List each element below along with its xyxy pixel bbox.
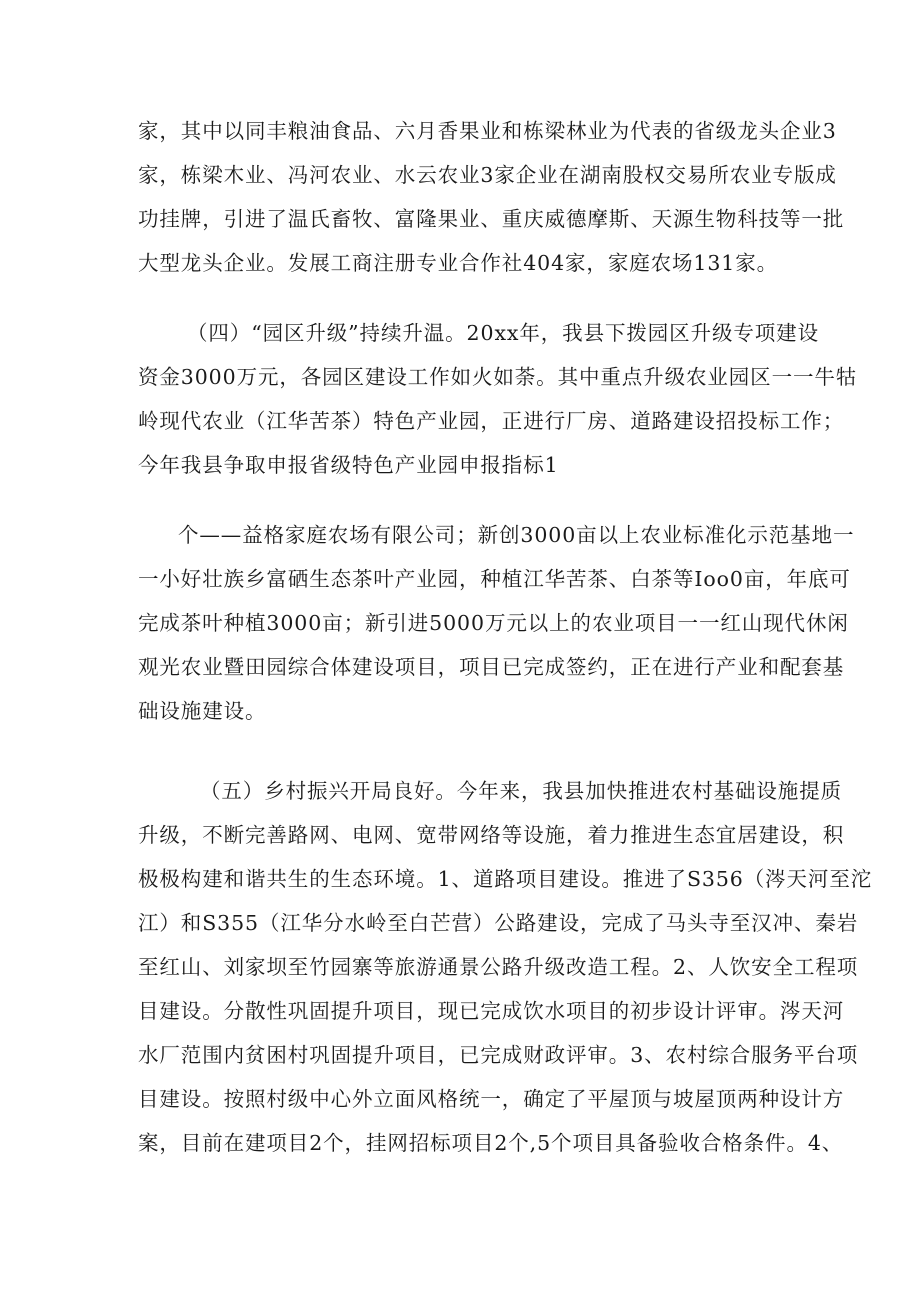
- text-line: 目建设。分散性巩固提升项目，现已完成饮水项目的初步设计评审。涔天河: [138, 999, 845, 1023]
- text-line: 岭现代农业（江华苦茶）特色产业园，正进行厂房、道路建设招投标工作；: [138, 409, 845, 433]
- text-line: 大型龙头企业。发展工商注册专业合作社404家，家庭农场131家。: [138, 251, 779, 275]
- text-line: 完成茶叶种植3000亩；新引进5000万元以上的农业项目一一红山现代休闲: [138, 611, 849, 635]
- text-line: 一小好壮族乡富硒生态茶叶产业园，种植江华苦茶、白茶等Ioo0亩，年底可: [138, 567, 851, 591]
- text-line: 观光农业暨田园综合体建设项目，项目已完成签约，正在进行产业和配套基: [138, 655, 845, 679]
- text-line: 目建设。按照村级中心外立面风格统一，确定了平屋顶与坡屋顶两种设计方: [138, 1087, 845, 1111]
- text-line: 资金3000万元，各园区建设工作如火如荼。其中重点升级农业园区一一牛牯: [138, 365, 858, 389]
- text-line: 江）和S355（江华分水岭至白芒营）公路建设，完成了马头寺至汉冲、秦岩: [138, 911, 859, 935]
- text-line: 家，栋梁木业、冯河农业、水云农业3家企业在湖南股权交易所农业专版成: [138, 163, 837, 187]
- text-line: 家，其中以同丰粮油食品、六月香果业和栋梁林业为代表的省级龙头企业3: [138, 119, 837, 143]
- text-line: 个——益格家庭农场有限公司；新创3000亩以上农业标准化示范基地一: [178, 523, 855, 547]
- text-line: 案，目前在建项目2个，挂网招标项目2个,5个项目具备验收合格条件。4、: [138, 1131, 844, 1155]
- text-line: 今年我县争取申报省级特色产业园申报指标1: [138, 453, 559, 477]
- text-line: （四）“园区升级”持续升温。20xx年，我县下拨园区升级专项建设: [187, 321, 819, 345]
- text-line: 至红山、刘家坝至竹园寨等旅游通景公路升级改造工程。2、人饮安全工程项: [138, 955, 859, 979]
- text-line: 础设施建设。: [138, 699, 267, 723]
- text-line: （五）乡村振兴开局良好。今年来，我县加快推进农村基础设施提质: [200, 779, 842, 803]
- text-line: 功挂牌，引进了温氏畜牧、富隆果业、重庆威德摩斯、天源生物科技等一批: [138, 207, 845, 231]
- text-line: 水厂范围内贫困村巩固提升项目，已完成财政评审。3、农村综合服务平台项: [138, 1043, 859, 1067]
- text-line: 极极构建和谐共生的生态环境。1、道路项目建设。推进了S356（涔天河至沱: [138, 867, 873, 891]
- text-line: 升级，不断完善路网、电网、宽带网络等设施，着力推进生态宜居建设，积: [138, 823, 845, 847]
